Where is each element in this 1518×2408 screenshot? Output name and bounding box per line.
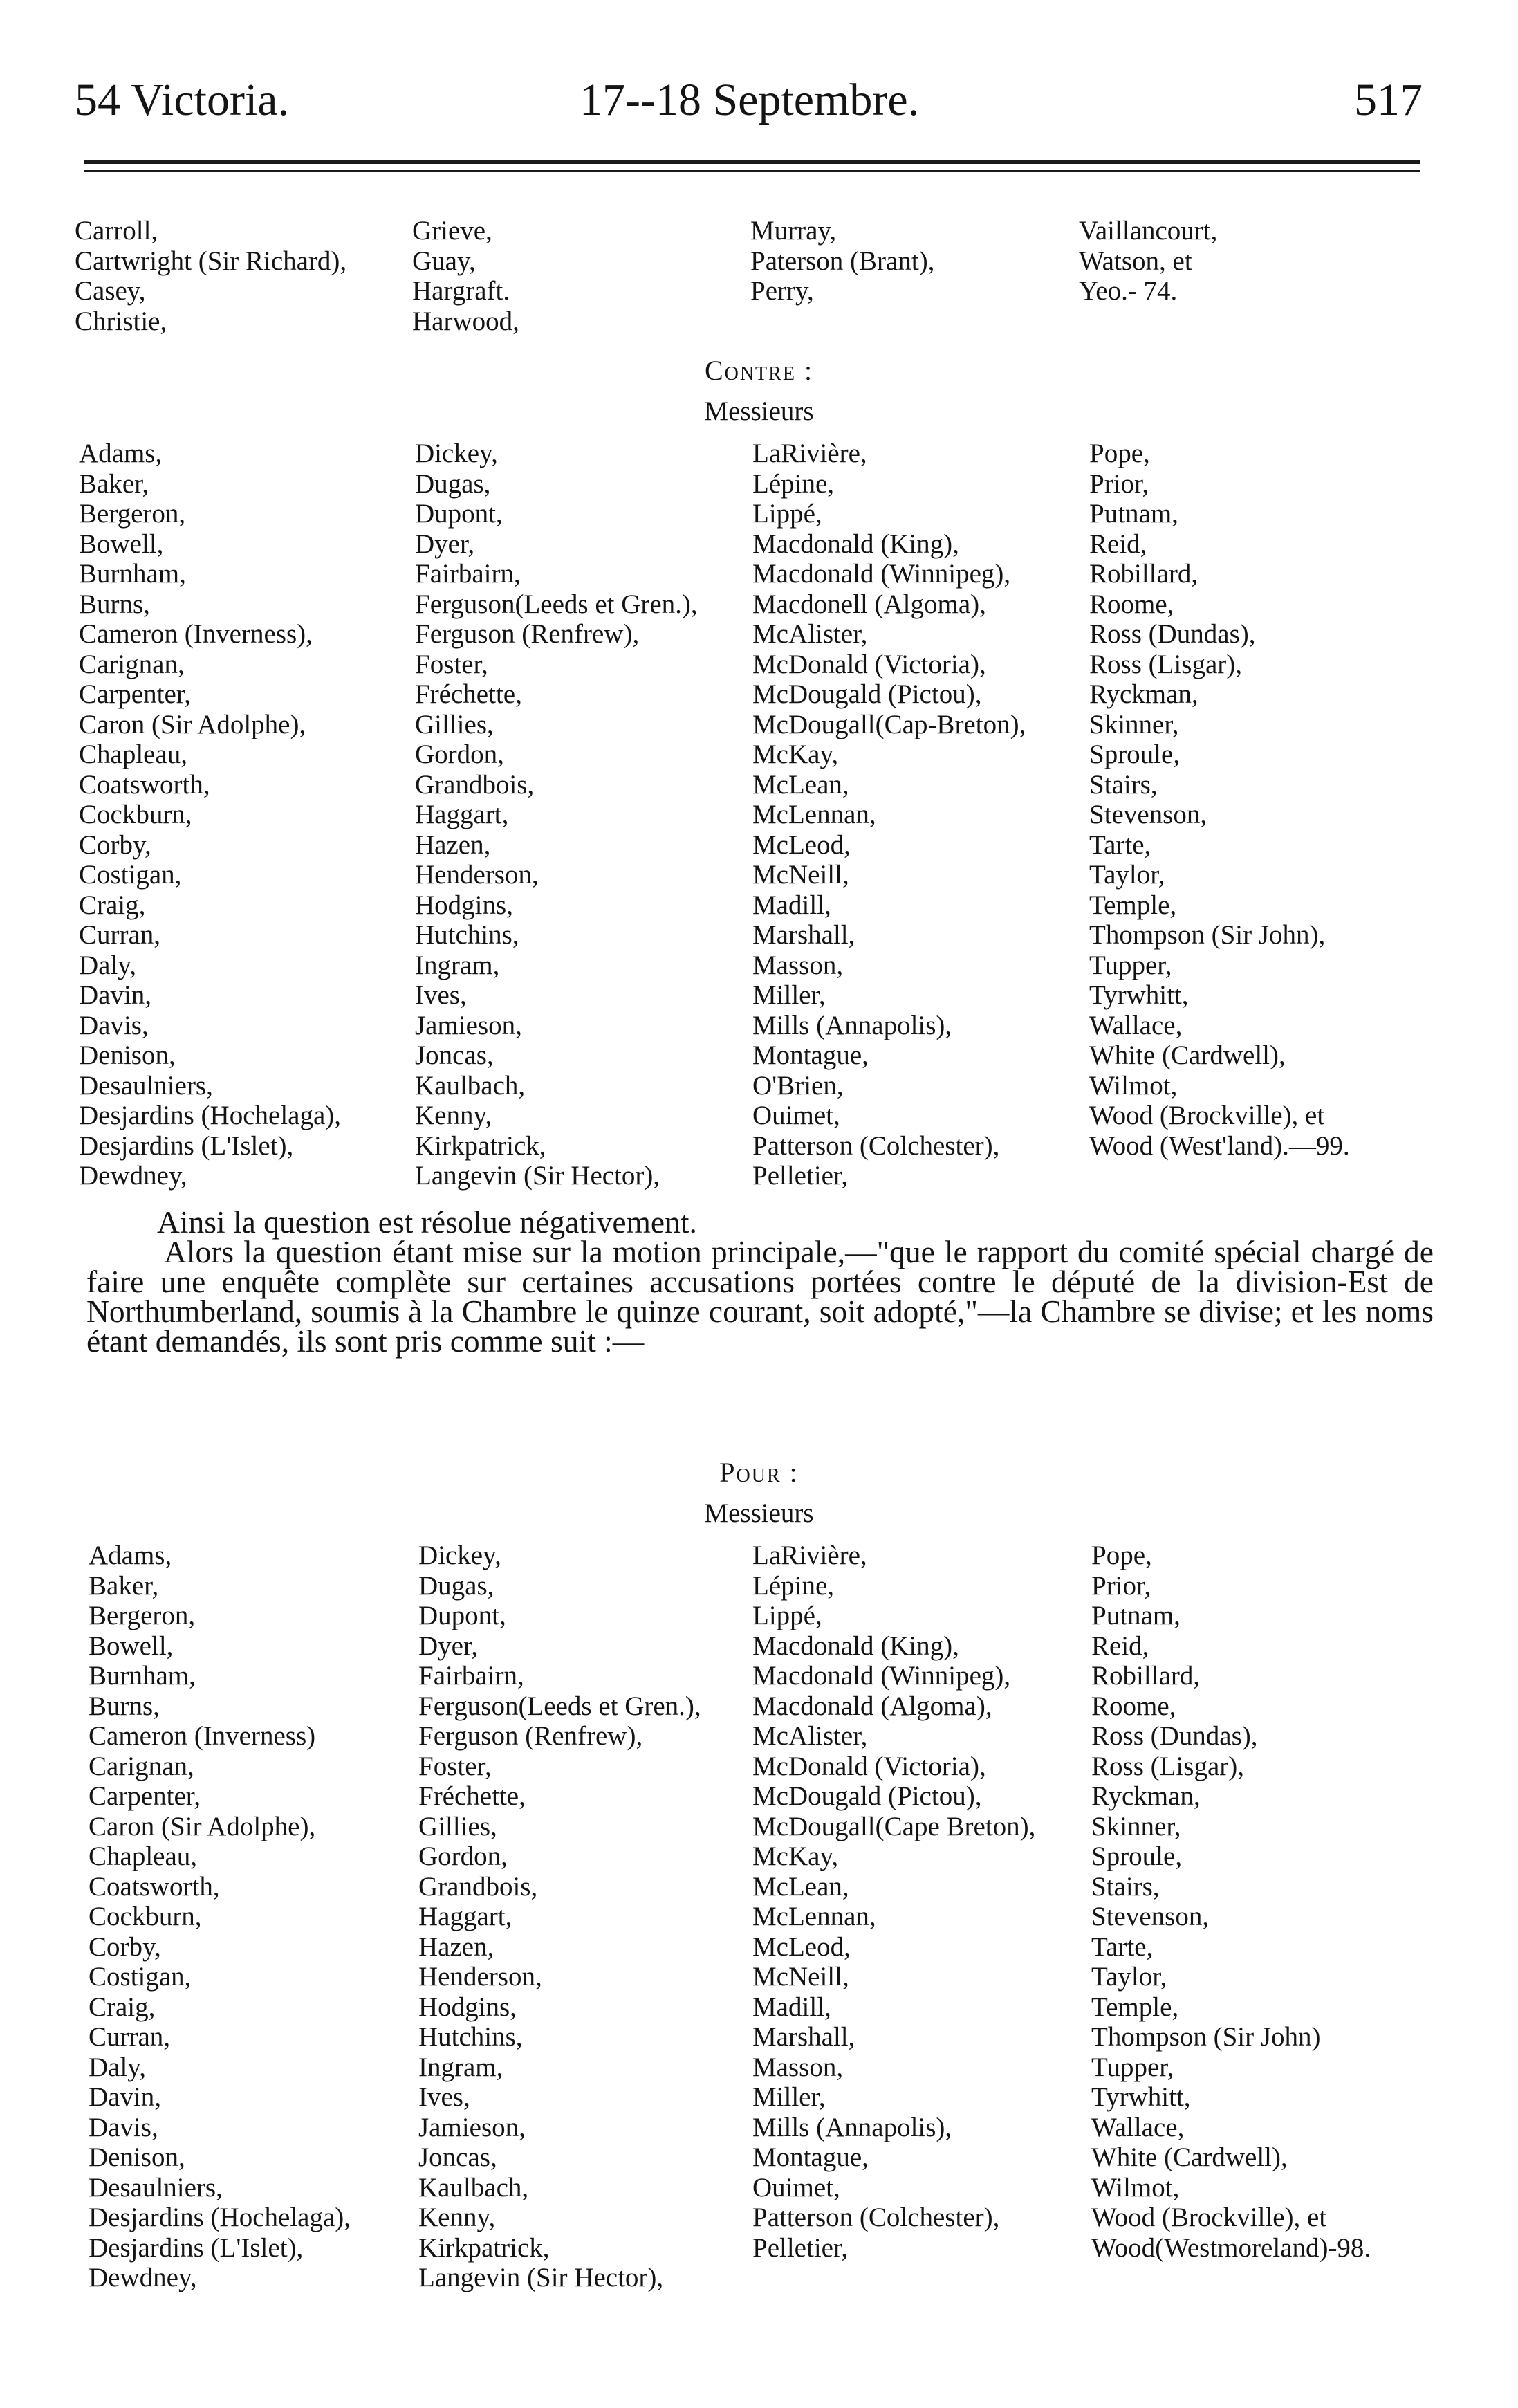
member-name: Cartwright (Sir Richard), [75, 246, 347, 276]
member-name: Cameron (Inverness), [79, 619, 313, 649]
member-name: Denison, [89, 2142, 185, 2172]
pour-column [752, 1541, 1035, 2263]
member-name: Sproule, [1091, 1841, 1183, 1871]
member-name: Lippé, [752, 499, 822, 529]
member-name: Craig, [89, 1992, 156, 2022]
member-name: Pope, [1091, 1541, 1152, 1570]
member-name: Desjardins (Hochelaga), [79, 1101, 342, 1130]
member-name: Davis, [79, 1010, 149, 1040]
member-name: Yeo.- 74. [1079, 276, 1178, 306]
member-name: Kenny, [415, 1101, 492, 1130]
member-name: Jamieson, [415, 1010, 522, 1040]
member-name: Ouimet, [752, 2172, 840, 2203]
member-name: Lippé, [752, 1601, 822, 1630]
member-name: Bergeron, [79, 499, 186, 529]
member-name: McDonald (Victoria), [752, 649, 986, 679]
member-name: Perry, [750, 276, 814, 306]
contre-column [415, 439, 698, 1191]
member-name: McKay, [752, 739, 839, 769]
member-name: Hutchins, [418, 2022, 523, 2052]
member-name: Dyer, [415, 529, 475, 559]
member-name: Wilmot, [1089, 1070, 1178, 1101]
member-name: McAlister, [752, 619, 868, 649]
contre-heading: Contre : [704, 355, 814, 386]
member-name: Fréchette, [415, 679, 522, 709]
member-name: Hargraft. [412, 276, 510, 306]
member-name: Haggart, [415, 800, 509, 829]
resolution-text [86, 1204, 1434, 1359]
motion-paragraph: Alors la question étant mise sur la motion principale,—"que le rapport du comité spécial chargé de faire une enquête complète sur certaines accusations portées contre le député de la division-Est de Northumberland, soumis à la Chambre le quinze courant, soit adopté,"—la Chambre se divise; et les noms étant demandés, ils sont pris comme suit :— [86, 1234, 1434, 1359]
member-name: Patterson (Colchester), [752, 1130, 1000, 1161]
pour-subheading: Messieurs [704, 1498, 814, 1528]
member-name: Masson, [752, 2052, 844, 2082]
member-name: Fréchette, [418, 1781, 526, 1811]
member-name: Sproule, [1089, 739, 1181, 769]
member-name: Kenny, [418, 2203, 496, 2232]
member-name: Langevin (Sir Hector), [418, 2263, 664, 2292]
member-name: Reid, [1089, 529, 1147, 559]
member-name: Corby, [89, 1931, 161, 1962]
member-name: Kirkpatrick, [415, 1130, 546, 1161]
member-name: Wallace, [1089, 1010, 1183, 1040]
contre-column [1089, 439, 1350, 1161]
member-name: Desjardins (L'Islet), [89, 2232, 304, 2263]
member-name: Adams, [89, 1541, 172, 1570]
carryover-column [750, 216, 934, 306]
member-name: McLennan, [752, 800, 876, 829]
member-name: Guay, [412, 246, 476, 276]
member-name: LaRivière, [752, 1541, 867, 1570]
member-name: Tupper, [1091, 2052, 1174, 2082]
member-name: Tarte, [1091, 1931, 1154, 1962]
carryover-name-list [0, 216, 1518, 340]
member-name: McLean, [752, 1871, 849, 1902]
member-name: Cameron (Inverness) [89, 1721, 316, 1751]
member-name: Joncas, [418, 2142, 497, 2172]
member-name: Macdonald (Winnipeg), [752, 1661, 1011, 1691]
member-name: White (Cardwell), [1089, 1040, 1286, 1070]
member-name: Montague, [752, 2142, 869, 2172]
member-name: Caron (Sir Adolphe), [79, 709, 306, 739]
member-name: Stevenson, [1091, 1902, 1210, 1931]
member-name: Cockburn, [89, 1902, 202, 1931]
page-header [0, 69, 1518, 131]
member-name: Foster, [418, 1751, 492, 1781]
member-name: Temple, [1091, 1992, 1179, 2022]
member-name: Skinner, [1089, 709, 1179, 739]
member-name: Daly, [79, 950, 137, 980]
member-name: Dewdney, [79, 1161, 187, 1191]
date-label: 17--18 Septembre. [580, 75, 920, 125]
member-name: Macdonald (Winnipeg), [752, 559, 1011, 589]
member-name: Ingram, [415, 950, 500, 980]
member-name: Murray, [750, 216, 837, 246]
member-name: Desaulniers, [89, 2172, 223, 2203]
pour-name-list [0, 1541, 1518, 2308]
member-name: Kaulbach, [415, 1070, 526, 1101]
member-name: Langevin (Sir Hector), [415, 1161, 660, 1191]
member-name: Corby, [79, 829, 151, 860]
member-name: Ross (Lisgar), [1091, 1751, 1244, 1781]
member-name: Mills (Annapolis), [752, 1010, 952, 1040]
member-name: Tarte, [1089, 829, 1151, 860]
member-name: Thompson (Sir John), [1089, 920, 1326, 950]
member-name: Thompson (Sir John) [1091, 2022, 1321, 2052]
member-name: McLean, [752, 769, 849, 800]
member-name: Grandbois, [415, 769, 535, 800]
member-name: Davin, [79, 980, 152, 1010]
member-name: Carroll, [75, 216, 158, 246]
member-name: McAlister, [752, 1721, 868, 1751]
member-name: Lépine, [752, 1570, 835, 1601]
member-name: Paterson (Brant), [750, 246, 935, 276]
member-name: Macdonald (King), [752, 529, 959, 559]
member-name: Wood(Westmoreland)-98. [1091, 2232, 1371, 2263]
member-name: Carpenter, [79, 679, 191, 709]
member-name: Jamieson, [418, 2112, 526, 2142]
member-name: Henderson, [415, 860, 539, 890]
member-name: McLennan, [752, 1902, 876, 1931]
member-name: Robillard, [1091, 1661, 1201, 1691]
contre-subheading: Messieurs [704, 396, 814, 426]
member-name: Roome, [1091, 1691, 1176, 1721]
member-name: Lépine, [752, 468, 835, 499]
member-name: Ryckman, [1089, 679, 1198, 709]
member-name: McNeill, [752, 1962, 849, 1992]
member-name: Miller, [752, 980, 826, 1010]
member-name: Tyrwhitt, [1089, 980, 1189, 1010]
volume-label: 54 Victoria. [75, 75, 290, 125]
member-name: Watson, et [1079, 246, 1192, 276]
member-name: Madill, [752, 890, 831, 920]
member-name: Hazen, [415, 829, 491, 860]
member-name: McDonald (Victoria), [752, 1751, 986, 1781]
member-name: Prior, [1089, 468, 1149, 499]
member-name: McDougall(Cape Breton), [752, 1811, 1036, 1841]
member-name: Dupont, [418, 1601, 506, 1630]
member-name: Macdonald (Algoma), [752, 1691, 992, 1721]
member-name: Wood (West'land).—99. [1089, 1130, 1350, 1161]
member-name: Roome, [1089, 589, 1174, 619]
member-name: White (Cardwell), [1091, 2142, 1288, 2172]
member-name: Prior, [1091, 1570, 1151, 1601]
member-name: Gordon, [415, 739, 504, 769]
member-name: Vaillancourt, [1079, 216, 1218, 246]
member-name: McDougall(Cap-Breton), [752, 709, 1026, 739]
member-name: Christie, [75, 306, 167, 336]
member-name: Taylor, [1091, 1962, 1167, 1992]
member-name: Putnam, [1089, 499, 1178, 529]
pour-column [89, 1541, 351, 2293]
member-name: Desjardins (L'Islet), [79, 1130, 294, 1161]
member-name: Gordon, [418, 1841, 508, 1871]
member-name: Fairbairn, [418, 1661, 524, 1691]
member-name: Bergeron, [89, 1601, 196, 1630]
member-name: Ferguson (Renfrew), [415, 619, 640, 649]
member-name: Grieve, [412, 216, 492, 246]
member-name: Cockburn, [79, 800, 192, 829]
member-name: Tupper, [1089, 950, 1172, 980]
member-name: Ferguson(Leeds et Gren.), [415, 589, 698, 619]
member-name: Curran, [89, 2022, 171, 2052]
member-name: Costigan, [89, 1962, 192, 1992]
member-name: Ingram, [418, 2052, 503, 2082]
member-name: Grandbois, [418, 1871, 538, 1902]
member-name: Desjardins (Hochelaga), [89, 2203, 351, 2232]
member-name: Coatsworth, [79, 769, 210, 800]
member-name: Dugas, [415, 468, 491, 499]
member-name: Wilmot, [1091, 2172, 1180, 2203]
member-name: Montague, [752, 1040, 869, 1070]
member-name: Marshall, [752, 920, 855, 950]
member-name: Chapleau, [89, 1841, 198, 1871]
member-name: Dugas, [418, 1570, 494, 1601]
member-name: Joncas, [415, 1040, 494, 1070]
member-name: Macdonell (Algoma), [752, 589, 986, 619]
header-rule-thin [84, 170, 1420, 172]
member-name: LaRivière, [752, 439, 867, 468]
member-name: Bowell, [89, 1630, 174, 1661]
member-name: Macdonald (King), [752, 1630, 959, 1661]
result-sentence: Ainsi la question est résolue négativement. [157, 1204, 697, 1240]
member-name: Gillies, [418, 1811, 497, 1841]
member-name: Ross (Dundas), [1091, 1721, 1258, 1751]
member-name: Craig, [79, 890, 146, 920]
pour-column [1091, 1541, 1371, 2263]
member-name: Kaulbach, [418, 2172, 529, 2203]
member-name: Dickey, [418, 1541, 501, 1570]
member-name: Masson, [752, 950, 844, 980]
member-name: Curran, [79, 920, 161, 950]
member-name: Hazen, [418, 1931, 494, 1962]
member-name: McLeod, [752, 829, 851, 860]
member-name: Stairs, [1091, 1871, 1160, 1902]
member-name: Denison, [79, 1040, 176, 1070]
member-name: Patterson (Colchester), [752, 2203, 1000, 2232]
page-number: 517 [1354, 75, 1423, 125]
member-name: Putnam, [1091, 1601, 1181, 1630]
carryover-column [1079, 216, 1217, 306]
member-name: Stairs, [1089, 769, 1158, 800]
member-name: Ross (Dundas), [1089, 619, 1256, 649]
member-name: McNeill, [752, 860, 849, 890]
member-name: Burns, [79, 589, 150, 619]
member-name: Robillard, [1089, 559, 1198, 589]
member-name: Coatsworth, [89, 1871, 220, 1902]
member-name: Davis, [89, 2112, 158, 2142]
member-name: Dupont, [415, 499, 503, 529]
contre-name-list [0, 439, 1518, 1200]
member-name: Desaulniers, [79, 1070, 213, 1101]
member-name: Henderson, [418, 1962, 542, 1992]
pour-column [418, 1541, 701, 2293]
contre-column [79, 439, 341, 1191]
contre-column [752, 439, 1026, 1191]
member-name: Hutchins, [415, 920, 519, 950]
carryover-column [75, 216, 346, 336]
member-name: Foster, [415, 649, 488, 679]
member-name: Burnham, [89, 1661, 196, 1691]
member-name: Carignan, [79, 649, 185, 679]
member-name: Costigan, [79, 860, 182, 890]
member-name: Burnham, [79, 559, 186, 589]
member-name: Wood (Brockville), et [1089, 1101, 1325, 1130]
member-name: Daly, [89, 2052, 147, 2082]
member-name: Marshall, [752, 2022, 855, 2052]
member-name: Ferguson (Renfrew), [418, 1721, 643, 1751]
header-rule [84, 160, 1420, 164]
member-name: Miller, [752, 2082, 826, 2112]
member-name: Dewdney, [89, 2263, 197, 2292]
member-name: Gillies, [415, 709, 494, 739]
member-name: Pelletier, [752, 2232, 849, 2263]
member-name: Ross (Lisgar), [1089, 649, 1242, 679]
member-name: Dickey, [415, 439, 498, 468]
member-name: Ives, [418, 2082, 470, 2112]
member-name: Bowell, [79, 529, 164, 559]
member-name: McDougald (Pictou), [752, 679, 982, 709]
member-name: Davin, [89, 2082, 162, 2112]
member-name: Temple, [1089, 890, 1177, 920]
member-name: Tyrwhitt, [1091, 2082, 1191, 2112]
member-name: Pope, [1089, 439, 1150, 468]
member-name: Haggart, [418, 1902, 512, 1931]
member-name: Wallace, [1091, 2112, 1185, 2142]
member-name: Chapleau, [79, 739, 188, 769]
member-name: McKay, [752, 1841, 839, 1871]
member-name: Madill, [752, 1992, 831, 2022]
member-name: Carignan, [89, 1751, 194, 1781]
member-name: Mills (Annapolis), [752, 2112, 952, 2142]
member-name: Ryckman, [1091, 1781, 1201, 1811]
member-name: Adams, [79, 439, 163, 468]
member-name: Dyer, [418, 1630, 479, 1661]
member-name: Casey, [75, 276, 146, 306]
member-name: Harwood, [412, 306, 519, 336]
member-name: Ferguson(Leeds et Gren.), [418, 1691, 701, 1721]
member-name: Carpenter, [89, 1781, 201, 1811]
member-name: Baker, [79, 468, 149, 499]
member-name: Wood (Brockville), et [1091, 2203, 1327, 2232]
member-name: McLeod, [752, 1931, 851, 1962]
carryover-column [412, 216, 519, 336]
member-name: O'Brien, [752, 1070, 844, 1101]
member-name: Taylor, [1089, 860, 1165, 890]
member-name: Skinner, [1091, 1811, 1181, 1841]
member-name: Ives, [415, 980, 467, 1010]
member-name: Kirkpatrick, [418, 2232, 550, 2263]
member-name: Hodgins, [415, 890, 513, 920]
pour-heading: Pour : [719, 1457, 799, 1488]
member-name: Hodgins, [418, 1992, 517, 2022]
member-name: Stevenson, [1089, 800, 1207, 829]
member-name: Ouimet, [752, 1101, 840, 1130]
member-name: Pelletier, [752, 1161, 849, 1191]
member-name: Caron (Sir Adolphe), [89, 1811, 316, 1841]
member-name: Burns, [89, 1691, 160, 1721]
member-name: Reid, [1091, 1630, 1149, 1661]
member-name: Fairbairn, [415, 559, 521, 589]
member-name: McDougald (Pictou), [752, 1781, 982, 1811]
member-name: Baker, [89, 1570, 159, 1601]
